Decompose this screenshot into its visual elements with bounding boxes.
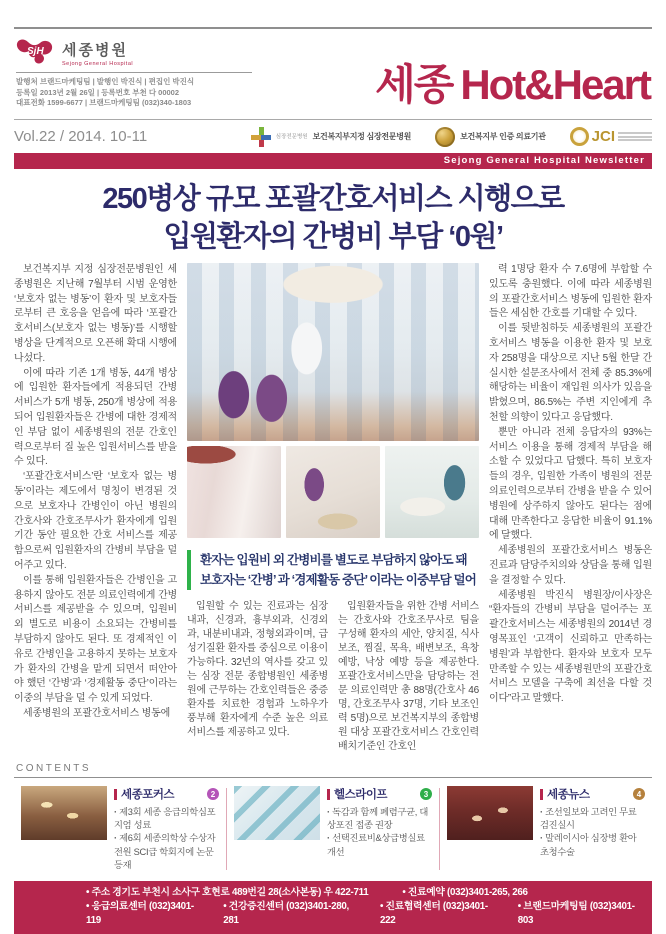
quote-line-2: 보호자는 ‘간병’ 과 ‘경제활동 중단’ 이라는 이중부담 덜어 xyxy=(200,573,477,587)
paragraph: 이를 뒷받침하듯 세종병원의 포괄간호서비스 병동을 이용한 환자 및 보호자 258명을 대상으로 지난 5월 한달 간 실시한 설문조사에서 전체 중 85.3%에 해당하는 비율이 재입원 의사가 있음을 밝혔으며, 86.5%는 주변 지인에게 추천할 의향이 있다고 응답했다. xyxy=(489,323,652,423)
newsletter-banner: Sejong General Hospital Newsletter xyxy=(14,153,652,169)
footer-er-phone: • 응급의료센터 (032)3401-119 xyxy=(86,900,201,928)
publisher-line-2: 등록일 2013년 2월 26일 | 등록번호 부천 다 00002 xyxy=(16,87,180,97)
paragraph: 세종병원의 포괄간호서비스 병동에 xyxy=(23,707,171,719)
syringes-photo xyxy=(234,786,320,840)
pull-quote xyxy=(187,550,479,590)
paragraph: ‘포괄간호서비스’란 ‘보호자 없는 병동’이라는 제도에서 명칭이 변경된 것으로 보호자나 간병인이 아닌 병원의 간호사와 간호조무사가 환자에게 입원기간 동안 필요한 간호 서비스를 제공함으로써 입원환자의 간병비 부담을 덜어주고 있다. xyxy=(14,471,177,571)
paragraph: 력 1명당 환자 수 7.6명에 부합할 수 있도록 충원했다. 이에 따라 세종병원의 포괄간호서비스 병동에 입원한 환자들은 세심한 간호를 기대할 수 있다. xyxy=(489,264,652,320)
paragraph: 뿐만 아니라 전체 응답자의 93%는 서비스 이용을 통해 경제적 부담을 해소할 수 있었다고 답했다. 특히 보호자들의 경우, 입원한 가족이 병원의 전문 의료인력으로부터 간병을 받을 수 있어 병원에 상주하지 않아도 된다는 점에 대해 만족한다고 응답한 비율이 91.1%에 달했다. xyxy=(489,426,652,542)
gold-seal-icon xyxy=(435,127,455,147)
heart-center-badge xyxy=(251,127,411,147)
paragraph: 이를 통해 입원환자들은 간병인을 고용하지 않아도 전문 의료인력에게 간병 서비스를 제공받을 수 있으며, 입원비 외 별도로 비용이 소요되는 간병비를 부담하지 않아도 된다. 또 경제적인 이유로 간병인을 고용하지 못하는 보호자가 환자의 간병을 맡게 되면서 떠안아야 했던 ‘간병’과 ‘경제활동 중단’이라는 이중의 부담을 덜 수 있게 되었다. xyxy=(14,574,177,705)
paragraph: 입원환자들을 위한 간병 서비스는 간호사와 간호조무사로 팀을 구성해 환자의 세안, 양치질, 식사보조, 찜질, 목욕, 배변보조, 욕창 예방, 낙상 예방 등을 제공한다. 포괄간호서비스만을 담당하는 전문 의료인력만 총 88명(간호사 46명, 간호조무사 37명, 기타 보조인력 5명)으로 보건복지부의 종합병원 대상 포괄간호서비스 간호인력 배치기준인 간호인 xyxy=(338,601,479,752)
contents-section xyxy=(14,763,652,872)
contents-item-health-life xyxy=(227,786,439,872)
heart-center-label: 보건복지부지정 심장전문병원 xyxy=(312,132,412,141)
nursing-team-group-photo xyxy=(187,263,479,441)
symposium-photo xyxy=(21,786,107,840)
publisher-line-3: 대표전화 1599-6677 | 브랜드마케팅팀 (032)340-1803 xyxy=(16,98,192,107)
section-number-badge: 4 xyxy=(633,788,645,800)
footer-contact-bar xyxy=(14,881,652,934)
contents-entry: · 조선일보와 고려인 무료 검진실시 xyxy=(540,806,645,832)
accreditation-badge xyxy=(435,127,546,147)
accreditation-label: 보건복지부 인증 의료기관 xyxy=(460,132,546,141)
article-body xyxy=(14,263,652,754)
certification-badges xyxy=(251,127,652,147)
footer-row-2 xyxy=(86,900,642,928)
heart-center-caption: 심장전문병원 xyxy=(275,133,308,140)
contents-row xyxy=(14,786,652,872)
masthead-en: Hot&Heart xyxy=(460,61,650,108)
headline-line-2: 입원환자의 간병비 부담 ‘0원’ xyxy=(163,221,503,253)
footer-address: • 주소 경기도 부천시 소사구 호현로 489번길 28(소사본동) 우 422-711 xyxy=(86,886,368,900)
section-title: 헬스라이프 xyxy=(334,789,388,801)
volume-label: Vol.22 / 2014. 10-11 xyxy=(14,128,148,145)
brand-divider xyxy=(16,72,252,73)
section-number-badge: 3 xyxy=(420,788,432,800)
ward-hallway-photo xyxy=(187,446,281,538)
photo-strip xyxy=(187,446,479,538)
paragraph: 세종병원의 포괄간호서비스 병동은 진료과 담당주치의와 상담을 통해 입원을 결정할 수 있다. xyxy=(489,545,652,586)
paragraph: 이에 따라 기존 1개 병동, 44개 병상에 입원한 환자들에게 적용되던 간병 서비스가 5개 병동, 250개 병상에 적용되어 입원환자들은 간병에 대한 경제적인 부담 없이 세종병원의 전문 간호인력으로부터 질 높은 입원서비스를 받을 수 있다. xyxy=(14,367,177,468)
contents-entry: · 독감과 함께 폐렴구균, 대상포진 접종 권장 xyxy=(327,806,432,832)
section-accent-bar xyxy=(114,789,117,800)
section-accent-bar xyxy=(327,789,330,800)
meal-service-photo xyxy=(286,446,380,538)
contents-item-sejong-focus xyxy=(14,786,226,872)
sjh-heart-logo-icon xyxy=(16,38,56,68)
center-text-columns xyxy=(187,600,479,754)
article-column-center-right xyxy=(338,600,479,754)
section-title: 세종뉴스 xyxy=(547,789,590,801)
section-title: 세종포커스 xyxy=(121,789,175,801)
footer-reservation-phone: • 진료예약 (032)3401-265, 266 xyxy=(402,886,527,900)
jci-seal-icon xyxy=(570,127,589,146)
paragraph: 보건복지부 지정 심장전문병원인 세종병원은 지난해 7월부터 시범 운영한 ‘보호자 없는 병동’이 환자 및 보호자들로부터 큰 호응을 얻음에 따라 ‘포괄간호서비스(보호자 없는 병동)’를 시행할 병상을 단계적으로 오픈해 확대 시행에 나섰다. xyxy=(14,264,177,364)
header xyxy=(14,29,652,119)
hospital-brand xyxy=(16,38,252,109)
contents-entry: · 제6회 세종의학상 수상자 전원 SCI급 학회지에 논문 등재 xyxy=(114,832,219,872)
hospital-name-en: Sejong General Hospital xyxy=(62,61,134,67)
jci-subtext-lines xyxy=(618,131,652,143)
section-accent-bar xyxy=(540,789,543,800)
article-column-left xyxy=(14,263,177,754)
footer-marketing-phone: • 브랜드마케팅팀 (032)3401-803 xyxy=(518,900,642,928)
jci-label: JCI xyxy=(591,128,615,145)
contents-heading: CONTENTS xyxy=(14,763,652,778)
heart-center-cross-icon xyxy=(251,127,271,147)
section-number-badge: 2 xyxy=(207,788,219,800)
event-group-photo xyxy=(447,786,533,840)
masthead-title xyxy=(375,52,650,112)
svg-text:SjH: SjH xyxy=(27,46,44,57)
quote-accent-bar xyxy=(187,550,191,590)
footer-cooperation-phone: • 진료협력센터 (032)3401-222 xyxy=(380,900,496,928)
quote-line-1: 환자는 입원비 외 간병비를 별도로 부담하지 않아도 돼 xyxy=(200,553,467,567)
main-headline xyxy=(14,180,652,256)
article-column-center-left xyxy=(187,600,328,754)
headline-line-1: 250병상 규모 포괄간호서비스 시행으로 xyxy=(102,183,564,215)
article-column-center xyxy=(187,263,479,754)
contents-item-sejong-news xyxy=(440,786,652,872)
paragraph: 세종병원 박진식 병원장/이사장은 “환자들의 간병비 부담을 덜어주는 포괄간호서비스는 세종병원의 2014년 경영목표인 ‘고객이 신뢰하고 만족하는 병원’과 부합한다. 환자와 보호자 모두 만족할 수 있는 세종병원만의 포괄간호서비스 모델을 구축에 최선을 다할 것이다”라고 말했다. xyxy=(489,589,652,705)
bedside-care-photo xyxy=(385,446,479,538)
article-column-right xyxy=(489,263,652,754)
footer-checkup-phone: • 건강증진센터 (032)3401-280, 281 xyxy=(223,900,358,928)
hospital-name: 세종병원 xyxy=(62,42,128,59)
contents-entry: · 말레이시아 심장병 환아 초청수술 xyxy=(540,832,645,858)
contents-entry: · 선택진료비&상급병실료 개선 xyxy=(327,832,432,858)
contents-entry: · 제3회 세종 응급의학심포지엄 성료 xyxy=(114,806,219,832)
newsletter-page xyxy=(0,27,666,927)
jci-badge xyxy=(570,127,652,146)
publisher-line-1: 발행처 브랜드마케팅팀 | 발행인 박진식 | 편집인 박진식 xyxy=(16,77,195,86)
masthead-ko: 세종 xyxy=(375,61,453,108)
footer-row-1 xyxy=(86,886,642,900)
issue-info-row xyxy=(14,120,652,153)
paragraph: 입원할 수 있는 진료과는 심장내과, 신경과, 흉부외과, 신경외과, 내분비내과, 정형외과이며, 급성기질환 환자를 중심으로 이용이 가능하다. 32년의 역사를 갖고 있는 심장 전문 종합병원인 세종병원에 근무하는 간호인력들은 중증환자를 치료한 경험과 노하우가 풍부해 환자에게 수준 높은 의료서비스를 제공하고 있다. xyxy=(187,601,328,738)
